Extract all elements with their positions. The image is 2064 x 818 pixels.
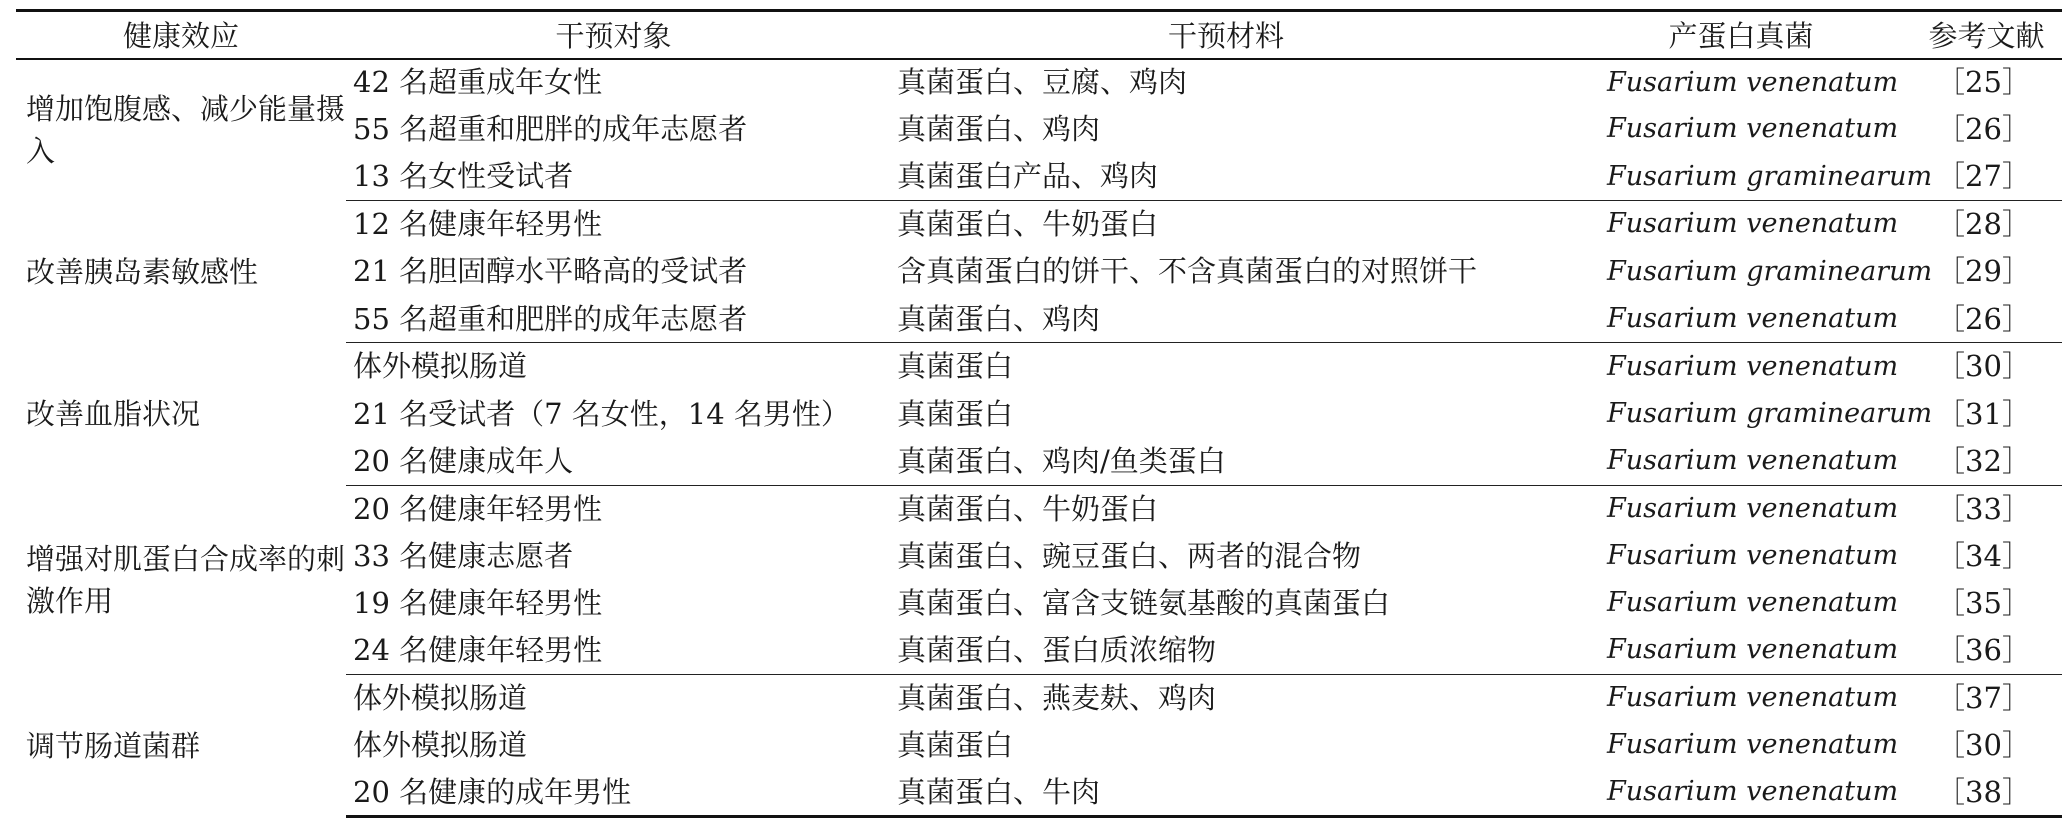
material-cell: 真菌蛋白 xyxy=(897,396,1014,431)
header-row xyxy=(16,11,2062,59)
table-header xyxy=(16,11,2062,59)
table-row xyxy=(16,485,2062,532)
reference-cell: ［26］ xyxy=(1936,112,2031,147)
fungus-cell: Fusarium venenatum xyxy=(1607,729,1899,761)
header-fungus: 产蛋白真菌 xyxy=(1571,11,1911,59)
subject-cell: 20 名健康年轻男性 xyxy=(353,491,603,526)
material-cell: 真菌蛋白、蛋白质浓缩物 xyxy=(881,627,1571,674)
fungus-cell: Fusarium venenatum xyxy=(1607,350,1899,382)
fungus-cell: Fusarium venenatum xyxy=(1607,492,1899,524)
subject-cell: 55 名超重和肥胖的成年志愿者 xyxy=(353,112,748,147)
fungus-cell: Fusarium graminearum xyxy=(1571,153,1911,200)
reference-cell: ［35］ xyxy=(1936,586,2031,621)
material-cell: 真菌蛋白、牛奶蛋白 xyxy=(897,207,1159,242)
reference-cell: ［26］ xyxy=(1911,295,2062,342)
subject-cell: 13 名女性受试者 xyxy=(346,153,881,200)
material-cell: 真菌蛋白、鸡肉/鱼类蛋白 xyxy=(881,438,1571,485)
health-effect-cell: 增强对肌蛋白合成率的刺激作用 xyxy=(26,541,346,618)
material-cell: 真菌蛋白 xyxy=(897,728,1014,763)
health-effect-cell: 改善胰岛素敏感性 xyxy=(26,254,259,289)
subject-cell: 21 名胆固醇水平略高的受试者 xyxy=(353,254,748,289)
subject-cell: 12 名健康年轻男性 xyxy=(353,207,603,242)
fungus-cell: Fusarium graminearum xyxy=(1607,255,1933,287)
health-effect-cell: 增加饱腹感、减少能量摄入 xyxy=(26,92,346,169)
reference-cell: ［30］ xyxy=(1936,728,2031,763)
subject-cell: 体外模拟肠道 xyxy=(353,728,528,763)
reference-cell: ［29］ xyxy=(1936,254,2031,289)
table-row xyxy=(16,201,2062,248)
subject-cell: 20 名健康成年人 xyxy=(346,438,881,485)
fungus-cell: Fusarium graminearum xyxy=(1607,397,1933,429)
table-body xyxy=(16,59,2062,817)
reference-cell: ［38］ xyxy=(1911,769,2062,816)
fungus-cell: Fusarium venenatum xyxy=(1607,587,1899,619)
reference-cell: ［37］ xyxy=(1936,681,2031,716)
material-cell: 真菌蛋白、牛奶蛋白 xyxy=(897,491,1159,526)
reference-cell: ［33］ xyxy=(1936,491,2031,526)
table-row xyxy=(16,675,2062,722)
reference-cell: ［32］ xyxy=(1911,438,2062,485)
header-health-effect: 健康效应 xyxy=(16,11,346,59)
fungus-cell: Fusarium venenatum xyxy=(1571,295,1911,342)
reference-cell: ［34］ xyxy=(1936,538,2031,573)
subject-cell: 体外模拟肠道 xyxy=(353,349,528,384)
fungus-cell: Fusarium venenatum xyxy=(1571,769,1911,816)
header-reference: 参考文献 xyxy=(1911,11,2062,59)
subject-cell: 42 名超重成年女性 xyxy=(353,65,603,100)
material-cell: 真菌蛋白、牛肉 xyxy=(881,769,1571,816)
subject-cell: 体外模拟肠道 xyxy=(353,681,528,716)
subject-cell: 55 名超重和肥胖的成年志愿者 xyxy=(346,295,881,342)
reference-cell: ［28］ xyxy=(1936,207,2031,242)
material-cell: 含真菌蛋白的饼干、不含真菌蛋白的对照饼干 xyxy=(897,254,1478,289)
health-effects-table xyxy=(16,9,2062,818)
table-row xyxy=(16,59,2062,106)
reference-cell: ［30］ xyxy=(1936,349,2031,384)
material-cell: 真菌蛋白、鸡肉 xyxy=(897,112,1101,147)
fungus-cell: Fusarium venenatum xyxy=(1607,208,1899,240)
reference-cell: ［36］ xyxy=(1911,627,2062,674)
fungus-cell: Fusarium venenatum xyxy=(1571,627,1911,674)
material-cell: 真菌蛋白、豆腐、鸡肉 xyxy=(897,65,1188,100)
subject-cell: 20 名健康的成年男性 xyxy=(346,769,881,816)
reference-cell: ［31］ xyxy=(1936,396,2031,431)
subject-cell: 21 名受试者（7 名女性，14 名男性） xyxy=(353,396,850,431)
table-row xyxy=(16,343,2062,390)
material-cell: 真菌蛋白、豌豆蛋白、两者的混合物 xyxy=(897,538,1362,573)
header-material: 干预材料 xyxy=(881,11,1571,59)
reference-cell: ［27］ xyxy=(1911,153,2062,200)
material-cell: 真菌蛋白、燕麦麸、鸡肉 xyxy=(897,681,1217,716)
subject-cell: 19 名健康年轻男性 xyxy=(353,586,603,621)
header-subject: 干预对象 xyxy=(346,11,881,59)
reference-cell: ［25］ xyxy=(1936,65,2031,100)
fungus-cell: Fusarium venenatum xyxy=(1607,682,1899,714)
fungus-cell: Fusarium venenatum xyxy=(1571,438,1911,485)
subject-cell: 33 名健康志愿者 xyxy=(353,538,574,573)
fungus-cell: Fusarium venenatum xyxy=(1607,66,1899,98)
fungus-cell: Fusarium venenatum xyxy=(1607,113,1899,145)
fungus-cell: Fusarium venenatum xyxy=(1607,539,1899,571)
health-effect-cell: 调节肠道菌群 xyxy=(26,728,201,763)
material-cell: 真菌蛋白产品、鸡肉 xyxy=(881,153,1571,200)
subject-cell: 24 名健康年轻男性 xyxy=(346,627,881,674)
material-cell: 真菌蛋白、鸡肉 xyxy=(881,295,1571,342)
material-cell: 真菌蛋白 xyxy=(897,349,1014,384)
health-effect-cell: 改善血脂状况 xyxy=(26,396,201,431)
material-cell: 真菌蛋白、富含支链氨基酸的真菌蛋白 xyxy=(897,586,1391,621)
